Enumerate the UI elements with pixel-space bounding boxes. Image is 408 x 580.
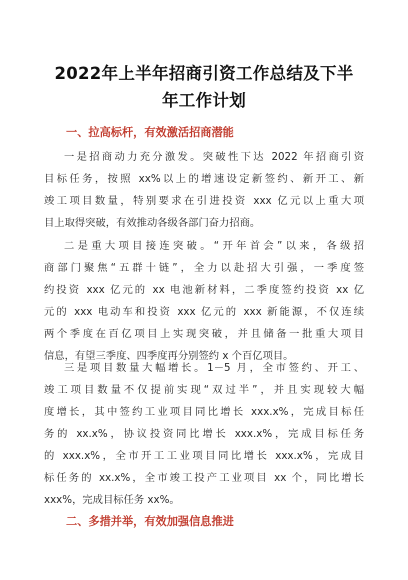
paragraph-line: 目上取得突破，有效推动各级各部门奋力招商。	[44, 217, 261, 229]
paragraph-line: 信息，有望三季度、四季度再分别签约 x 个百亿项目。	[44, 350, 294, 362]
document-title-line-1: 2022年上半年招商引资工作总结及下半	[54, 64, 354, 83]
paragraph-line: 目标任务，按照 xx%以上的增速设定新签约、新开工、新	[44, 173, 364, 185]
paragraph-line: xxx%，完成目标任务 xx%。	[44, 494, 180, 506]
paragraph-line: 竣工项目数量，特别要求在引进投资 xxx 亿元以上重大项	[44, 195, 364, 207]
document-title-line-2: 年工作计划	[162, 91, 246, 110]
paragraph-line: 一是招商动力充分激发。突破性下达 2022 年招商引资	[64, 151, 364, 163]
paragraph-line: 商部门聚焦“五群十链”，全力以赴招大引强，一季度签	[44, 262, 364, 274]
paragraph-line: 务的 xx.x%，协议投资同比增长 xxx.x%，完成目标任务	[44, 428, 364, 440]
paragraph-line: 竣工项目数量不仅提前实现“双过半”，并且实现较大幅	[44, 384, 364, 396]
paragraph-line: 约投资 xxx 亿元的 xx 电池新材料，二季度签约投资 xx 亿	[44, 284, 364, 296]
paragraph-line: 标任务的 xx.x%，全市竣工投产工业项目 xx 个，同比增长	[44, 472, 364, 484]
paragraph-line: 两个季度在百亿项目上实现突破，并且储备一批重大项目	[44, 328, 364, 340]
paragraph-line: 度增长，其中签约工业项目同比增长 xxx.x%，完成目标任	[44, 406, 364, 418]
paragraph-line: 三是项目数量大幅增长。1－5 月，全市签约、开工、	[64, 362, 364, 374]
paragraph-line: 的 xxx.x%，全市开工工业项目同比增长 xxx.x%，完成目	[44, 450, 364, 462]
section-heading-2: 二、多措并举，有效加强信息推进	[66, 515, 234, 528]
paragraph-line: 元的 xxx 电动车和投资 xxx 亿元的 xxx 新能源，不仅连续	[44, 306, 364, 318]
section-heading-1: 一、拉高标杆，有效激活招商潜能	[66, 126, 234, 139]
paragraph-line: 二是重大项目接连突破。“开年首会”以来，各级招	[64, 240, 364, 252]
